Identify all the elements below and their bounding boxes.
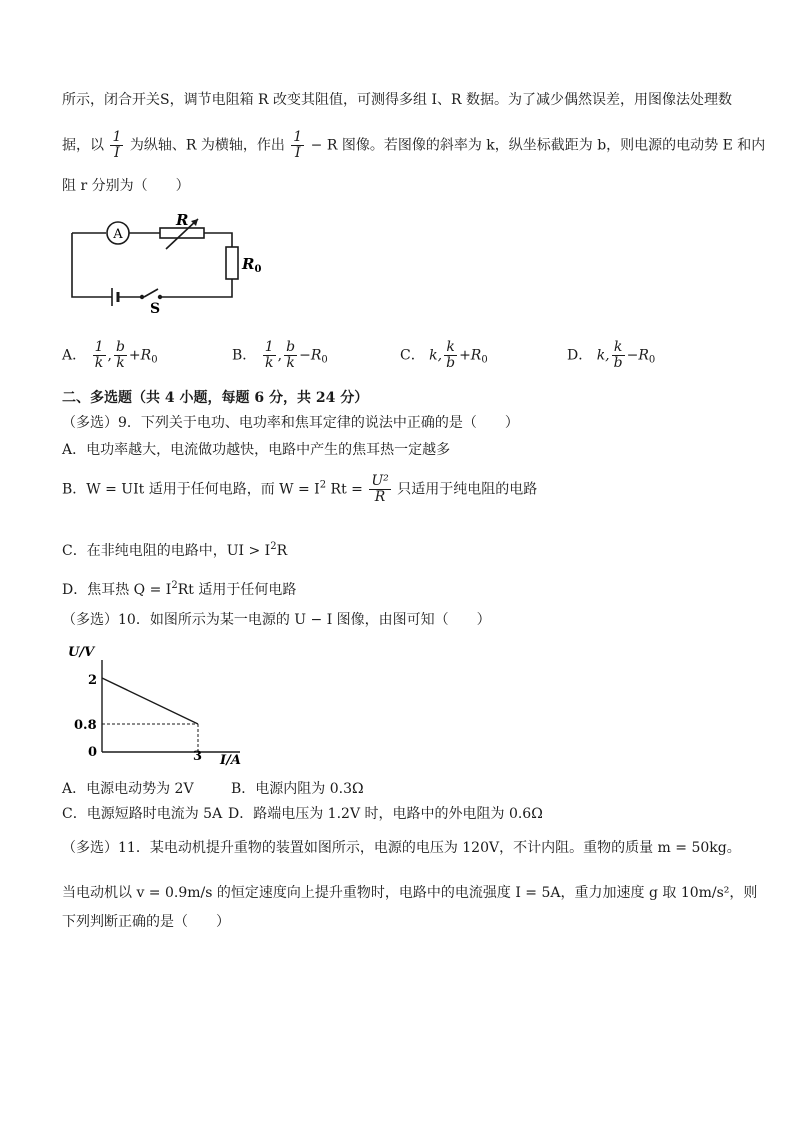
frac-num: b — [115, 339, 125, 355]
x-tick-3: 3 — [193, 749, 203, 764]
frac-den: k — [94, 355, 104, 371]
frac-num: 1 — [94, 339, 104, 355]
q9-b-frac — [369, 474, 390, 505]
frac-num: 1 — [264, 339, 274, 355]
q8-line1: 所示，闭合开关S，调节电阻箱 R 改变其阻值，可测得多组 I、R 数据。为了减少偶然误差，用图像法处理数 — [62, 92, 733, 108]
switch-contact — [158, 295, 162, 299]
frac-den: I — [294, 145, 301, 161]
q9-c-pre: C．在非纯电阻的电路中，UI > I — [62, 543, 271, 559]
opt-a-sub: 0 — [151, 354, 158, 366]
q9-b-sup: 2 — [319, 479, 327, 491]
frac-den: k — [116, 355, 125, 371]
q9-option-b — [62, 474, 537, 505]
frac-den: b — [613, 355, 623, 371]
origin-label: 0 — [88, 745, 98, 760]
q8-line2-a: 据，以 — [62, 137, 104, 154]
q8-line2 — [62, 130, 765, 161]
rheostat-label: R — [176, 211, 189, 229]
switch-blade — [144, 289, 158, 297]
frac-num: U² — [371, 473, 389, 489]
q9-b-mid: Rt = — [330, 481, 363, 498]
q8-frac-1-over-i-2 — [291, 130, 304, 161]
frac-den: I — [114, 145, 120, 161]
opt-b-frac1 — [263, 340, 276, 371]
switch-pivot — [140, 295, 144, 299]
opt-c-tail: +R — [459, 347, 482, 364]
opt-a-frac2 — [114, 340, 127, 371]
q10-option-d: D．路端电压为 1.2V 时，电路中的外电阻为 0.6Ω — [228, 806, 543, 822]
wire-left — [72, 233, 112, 297]
q9-stem: （多选）9．下列关于电功、电功率和焦耳定律的说法中正确的是（ ） — [62, 415, 519, 431]
opt-d-label: D． — [567, 347, 593, 364]
opt-d-tail: −R — [626, 347, 649, 364]
section-title: 二、多选题（共 4 小题，每题 6 分，共 24 分） — [62, 390, 369, 406]
opt-a-frac1 — [93, 340, 106, 371]
q8-option-b: B． $\frac{1}{k}$ , $\frac{b}{k}$ $-R_0$ — [232, 339, 328, 371]
wire-top-right — [204, 233, 232, 247]
q9-option-c — [62, 537, 287, 561]
opt-d-frac — [612, 340, 625, 371]
q9-option-a: A．电功率越大，电流做功越快，电路中产生的焦耳热一定越多 — [62, 442, 451, 458]
q11-line3: 下列判断正确的是（ ） — [62, 914, 230, 930]
q9-option-d — [62, 576, 296, 600]
u-i-graph — [60, 640, 260, 770]
frac-den: k — [264, 355, 274, 371]
q9-c-sup: 2 — [270, 541, 277, 552]
opt-b-tail: −R — [299, 347, 322, 364]
q9-d-sup: 2 — [171, 580, 178, 591]
frac-den: R — [374, 489, 386, 505]
q8-option-a: A． $\frac{1}{k}$ , $\frac{b}{k}$ $+R_0$ — [62, 339, 158, 371]
wire-right — [160, 279, 232, 297]
q8-line3: 阻 r 分别为（ ） — [62, 178, 190, 194]
frac-den: k — [286, 355, 295, 371]
y-axis-label: U/V — [68, 645, 95, 660]
opt-c-sub: 0 — [481, 354, 488, 366]
q8-line2-b: 为纵轴、R 为横轴，作出 — [129, 137, 285, 154]
opt-b-sub: 0 — [321, 354, 328, 366]
opt-b-frac2 — [284, 340, 297, 371]
opt-c-label: C． — [400, 347, 425, 364]
opt-a-label: A． — [62, 347, 87, 364]
q9-d-pre: D．焦耳热 Q = I — [62, 582, 172, 598]
resistor-label — [241, 255, 261, 275]
y-tick-0-8: 0.8 — [74, 718, 97, 733]
frac-num: k — [612, 340, 625, 356]
q9-c-post: R — [276, 543, 288, 559]
opt-a-tail: +R — [128, 347, 152, 364]
q9-b-pre: B．W = UIt 适用于任何电路，而 W = I — [62, 481, 320, 498]
opt-b-label: B． — [232, 347, 257, 364]
opt-c-frac — [444, 340, 457, 371]
q8-option-c — [400, 340, 488, 371]
q8-line2-c: − R 图像。若图像的斜率为 k，纵坐标截距为 b，则电源的电动势 E 和内 — [310, 137, 766, 154]
opt-c-pre: k, — [429, 347, 443, 364]
q10-option-a: A．电源电动势为 2V — [62, 781, 194, 797]
resistor-label-main: R — [242, 255, 255, 273]
resistor-label-sub: 0 — [254, 264, 262, 275]
q10-stem: （多选）10．如图所示为某一电源的 U − I 图像，由图可知（ ） — [62, 612, 491, 628]
q9-d-post: Rt 适用于任何电路 — [177, 582, 297, 598]
ammeter-label: A — [113, 227, 123, 242]
frac-num: b — [286, 339, 296, 355]
q8-option-d — [567, 340, 655, 371]
q10-option-c: C．电源短路时电流为 5A — [62, 806, 223, 822]
y-tick-2: 2 — [88, 673, 98, 688]
opt-d-pre: k, — [596, 347, 610, 364]
switch-label: S — [150, 301, 161, 315]
frac-num: 1 — [293, 129, 303, 145]
q11-line2: 当电动机以 v = 0.9m/s 的恒定速度向上提升重物时，电路中的电流强度 I = 5A，重力加速度 g 取 10m/s²，则 — [62, 885, 758, 901]
q8-frac-1-over-i — [110, 130, 123, 161]
x-axis-label: I/A — [220, 753, 241, 768]
frac-den: b — [446, 355, 456, 371]
frac-num: 1 — [112, 129, 122, 145]
q10-option-b: B．电源内阻为 0.3Ω — [231, 781, 364, 797]
resistor-r0-body — [226, 247, 238, 279]
q11-line1: （多选）11．某电动机提升重物的装置如图所示，电源的电压为 120V，不计内阻。重物的质量 m = 50kg。 — [62, 840, 741, 856]
circuit-diagram — [60, 205, 270, 315]
frac-num: k — [444, 340, 457, 356]
graph-line — [102, 678, 198, 724]
q9-b-post: 只适用于纯电阻的电路 — [397, 481, 538, 498]
opt-d-sub: 0 — [648, 354, 656, 366]
